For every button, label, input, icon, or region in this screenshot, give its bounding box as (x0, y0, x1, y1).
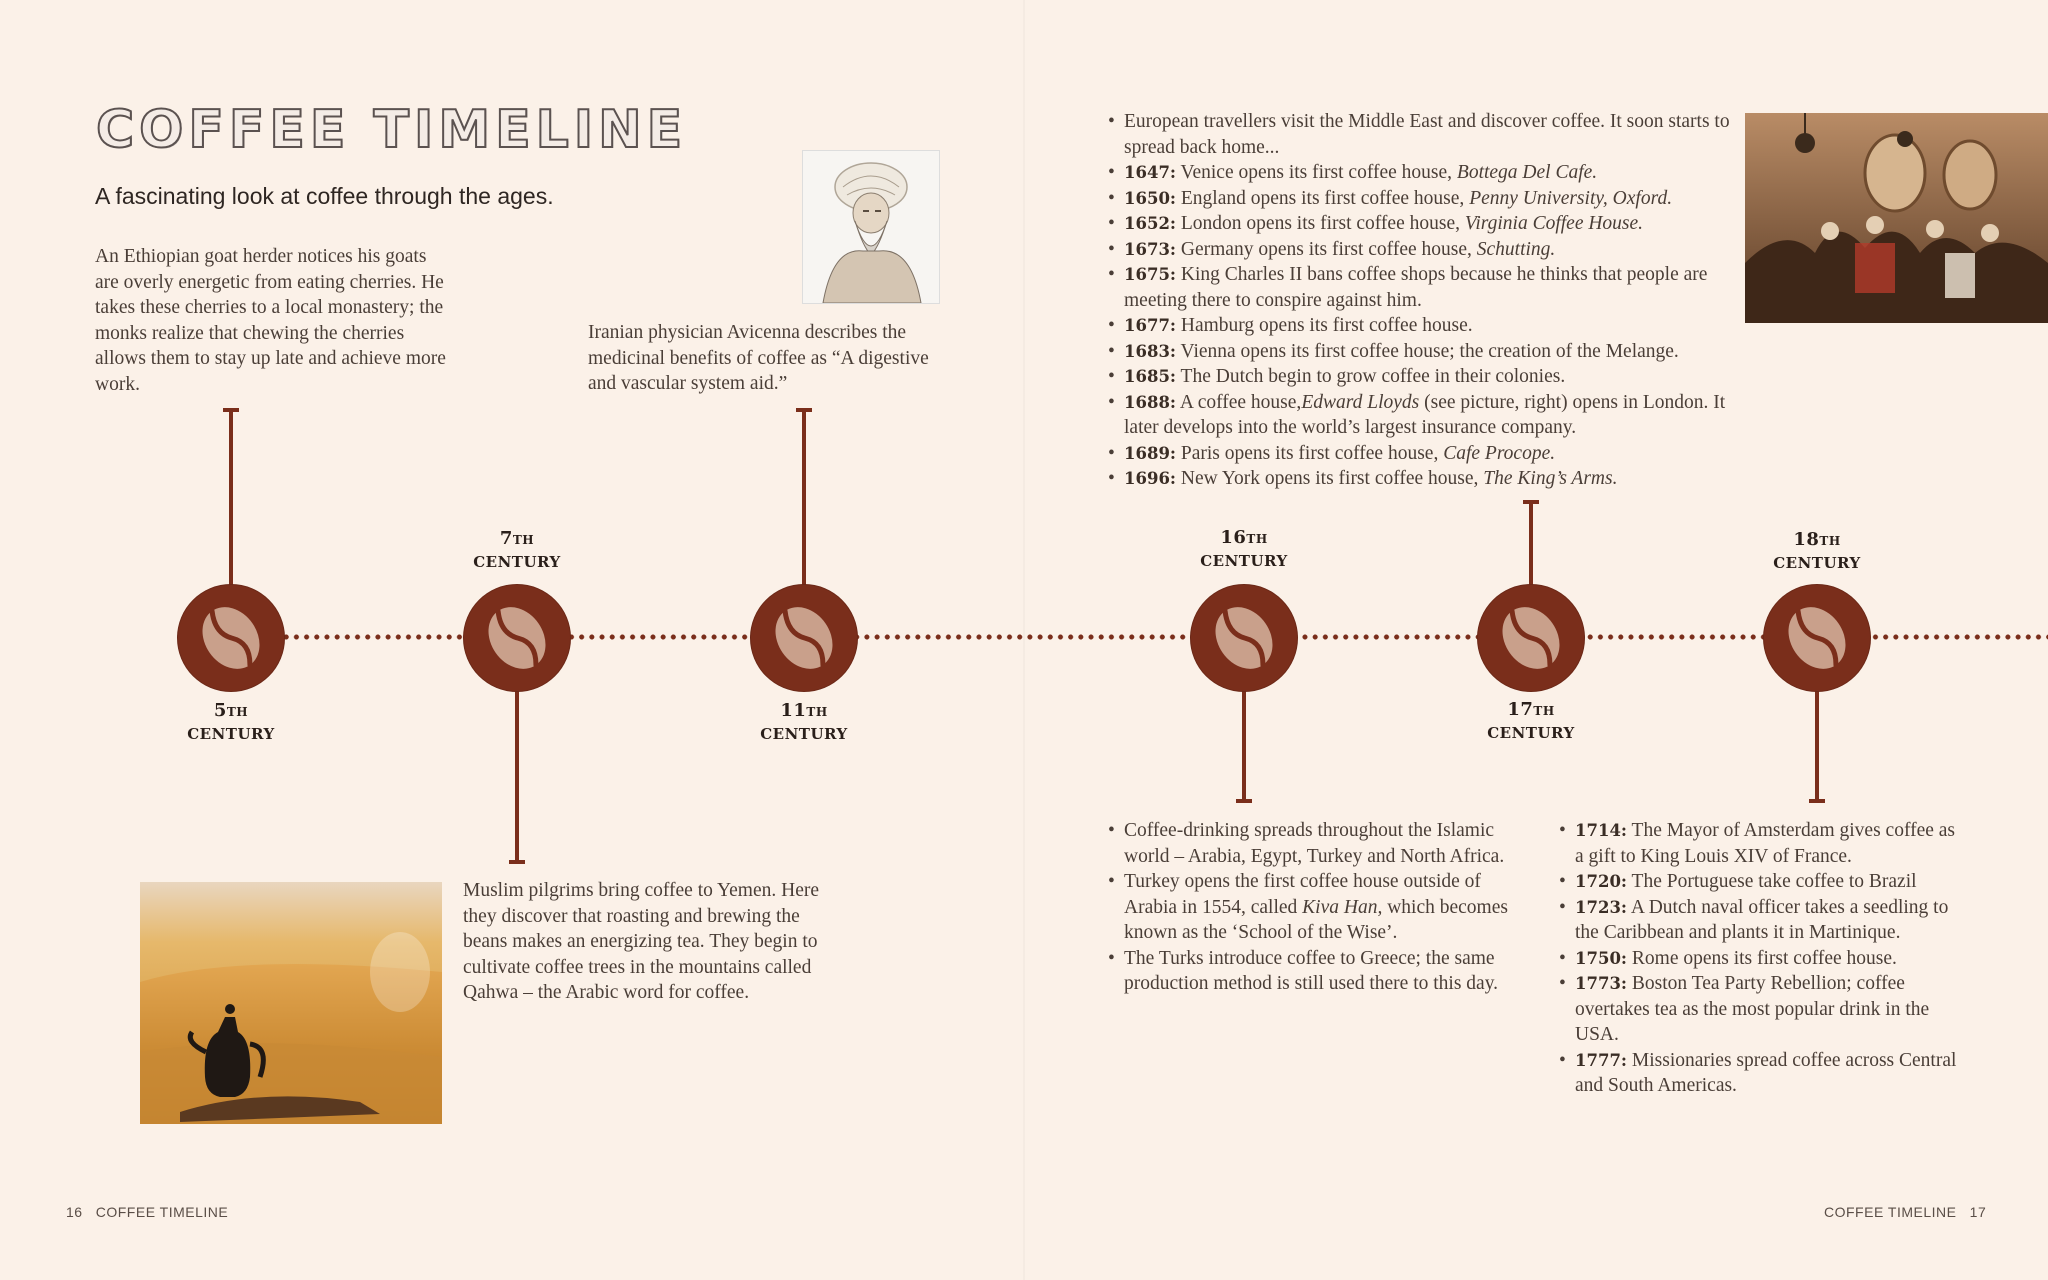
event-venue: Cafe Procope. (1443, 442, 1556, 464)
timeline-node-16th (1191, 585, 1297, 691)
stem-cap-7th (509, 860, 525, 864)
list-item (1108, 160, 1748, 186)
coffee-house-painting (1745, 113, 2048, 323)
list-item (1108, 466, 1748, 492)
coffee-bean-icon (1478, 585, 1584, 691)
list-item (1108, 211, 1748, 237)
coffee-bean-icon (464, 585, 570, 691)
yemen-text: Muslim pilgrims bring coffee to Yemen. Here they discover that roasting and brewing the beans makes an energizing tea. They begin to cultivate coffee trees in the mountains called Qahwa – the Arabic word for coffee. (463, 880, 820, 1003)
event-year: 1689: (1124, 443, 1177, 463)
event-year: 1677: (1124, 316, 1177, 335)
ethiopia-text: An Ethiopian goat herder notices his goats are overly energetic from eating cherries. He takes these cherries to a local monastery; the monks realize that chewing the cherries allows them to stay up late and achieve more work. (95, 246, 446, 395)
stem-cap-16th (1236, 799, 1252, 803)
c16-events-list (1108, 818, 1508, 997)
coffee-bean-icon (1764, 585, 1870, 691)
century-label-7th: 7TH CENTURY (473, 528, 561, 571)
event-text: Germany opens its first coffee house, (1180, 238, 1477, 260)
list-item (1108, 237, 1748, 263)
list-item (1108, 339, 1748, 365)
page-subtitle: A fascinating look at coffee through the ages. (95, 183, 554, 209)
stem-7th (515, 688, 519, 864)
running-head-right: COFFEE TIMELINE (1824, 1204, 1957, 1220)
list-item (1108, 364, 1748, 390)
event-text-cont: which becomes known as the ‘School of the Wise’. (1124, 896, 1508, 943)
page-number-left: 16 (66, 1204, 83, 1220)
event-text: A Dutch naval officer takes a seedling to the Caribbean and plants it in Martinique. (1575, 896, 1949, 943)
stem-cap-11th (796, 408, 812, 412)
event-text-cont: (see picture, right) opens in London. It later develops into the world’s largest insurance company. (1124, 391, 1726, 438)
c17-events-list (1108, 109, 1748, 492)
event-text: Rome opens its first coffee house. (1631, 947, 1897, 969)
event-text: A coffee house, (1179, 391, 1302, 413)
timeline-node-5th (178, 585, 284, 691)
event-year: 1688: (1124, 392, 1177, 412)
list-item (1559, 818, 1959, 869)
event-text: Missionaries spread coffee across Central and South Americas. (1575, 1049, 1957, 1096)
stem-11th (802, 410, 806, 586)
list-item (1108, 441, 1748, 467)
event-year: 1650: (1124, 188, 1177, 208)
event-year: 1750: (1575, 948, 1628, 968)
stem-18th (1815, 688, 1819, 802)
event-text: European travellers visit the Middle East and discover coffee. It soon starts to spread back home... (1124, 111, 1730, 158)
coffee-bean-icon (751, 585, 857, 691)
event-year: 1696: (1124, 469, 1177, 488)
event-text: Vienna opens its first coffee house; the creation of the Melange. (1180, 340, 1679, 362)
list-item (1559, 1048, 1959, 1099)
event-venue: Penny University, Oxford. (1469, 187, 1673, 209)
list-item (1108, 313, 1748, 339)
event-year: 1685: (1124, 367, 1177, 386)
list-item (1108, 186, 1748, 212)
event-year: 1714: (1575, 821, 1628, 840)
century-label-18th: 18TH CENTURY (1773, 529, 1861, 572)
event-text: Venice opens its first coffee house, (1180, 162, 1457, 183)
event-year: 1723: (1575, 897, 1628, 917)
list-item (1108, 109, 1748, 160)
event-venue: The King’s Arms. (1483, 468, 1618, 489)
list-item (1108, 262, 1748, 313)
event-year: 1673: (1124, 239, 1177, 259)
list-item (1108, 946, 1508, 997)
event-text: Hamburg opens its first coffee house. (1180, 315, 1473, 336)
century-label-16th: 16TH CENTURY (1200, 527, 1288, 570)
list-item (1559, 895, 1959, 946)
stem-cap-17th (1523, 500, 1539, 504)
event-text: Boston Tea Party Rebellion; coffee overtakes tea as the most popular drink in the USA. (1575, 973, 1930, 1045)
event-text: Coffee-drinking spreads throughout the Islamic world – Arabia, Egypt, Turkey and North Africa. (1124, 820, 1505, 867)
event-year: 1720: (1575, 872, 1628, 891)
c18-events-list (1559, 818, 1959, 1099)
list-item (1559, 971, 1959, 1048)
event-year: 1647: (1124, 163, 1177, 182)
event-text: New York opens its first coffee house, (1180, 468, 1484, 489)
desert-coffee-pot-photo (140, 882, 442, 1124)
event-text: Paris opens its first coffee house, (1180, 442, 1444, 464)
timeline-node-7th (464, 585, 570, 691)
event-text: King Charles II bans coffee shops because he thinks that people are meeting there to conspire against him. (1124, 264, 1708, 311)
list-item (1108, 818, 1508, 869)
footer-right (1824, 1204, 1986, 1220)
list-item (1108, 390, 1748, 441)
event-year: 1652: (1124, 214, 1177, 233)
list-item (1559, 869, 1959, 895)
event-venue: Schutting. (1476, 238, 1556, 260)
page-number-right: 17 (1969, 1204, 1987, 1220)
stem-cap-5th (223, 408, 239, 412)
timeline-node-17th (1478, 585, 1584, 691)
event-text: The Mayor of Amsterdam gives coffee as a gift to King Louis XIV of France. (1575, 820, 1956, 867)
event-text: Turkey opens the first coffee house outside of Arabia in 1554, called (1124, 871, 1481, 918)
stem-cap-18th (1809, 799, 1825, 803)
running-head-left: COFFEE TIMELINE (95, 1204, 229, 1220)
event-year: 1683: (1124, 341, 1177, 361)
century-label-5th: 5TH CENTURY (187, 700, 275, 743)
event-text: The Portuguese take coffee to Brazil (1631, 871, 1917, 892)
list-item (1559, 946, 1959, 972)
event-year: 1773: (1575, 974, 1628, 993)
event-venue: Kiva Han, (1302, 896, 1383, 918)
century-label-11th: 11TH CENTURY (760, 700, 848, 743)
avicenna-text: Iranian physician Avicenna describes the medicinal benefits of coffee as “A digestive and vascular system aid.” (588, 322, 929, 394)
stem-16th (1242, 688, 1246, 802)
list-item (1108, 869, 1508, 946)
event-text: The Turks introduce coffee to Greece; the same production method is still used there to this day. (1124, 947, 1499, 994)
page-title: COFFEE TIMELINE (96, 100, 688, 160)
timeline-node-11th (751, 585, 857, 691)
timeline-node-18th (1764, 585, 1870, 691)
event-year: 1675: (1124, 265, 1177, 284)
event-year: 1777: (1575, 1050, 1628, 1070)
event-venue: Bottega Del Cafe. (1456, 162, 1598, 183)
event-text: London opens its first coffee house, (1180, 213, 1465, 234)
book-spine (1023, 0, 1025, 1280)
footer-left (66, 1204, 228, 1220)
avicenna-portrait (802, 150, 940, 304)
coffee-bean-icon (1191, 585, 1297, 691)
event-text: England opens its first coffee house, (1180, 187, 1470, 209)
stem-5th (229, 410, 233, 586)
stem-17th (1529, 502, 1533, 586)
century-label-17th: 17TH CENTURY (1487, 699, 1575, 742)
event-text: The Dutch begin to grow coffee in their colonies. (1180, 366, 1566, 387)
event-venue: Virginia Coffee House. (1464, 213, 1644, 234)
coffee-bean-icon (178, 585, 284, 691)
event-venue: Edward Lloyds (1301, 391, 1420, 413)
